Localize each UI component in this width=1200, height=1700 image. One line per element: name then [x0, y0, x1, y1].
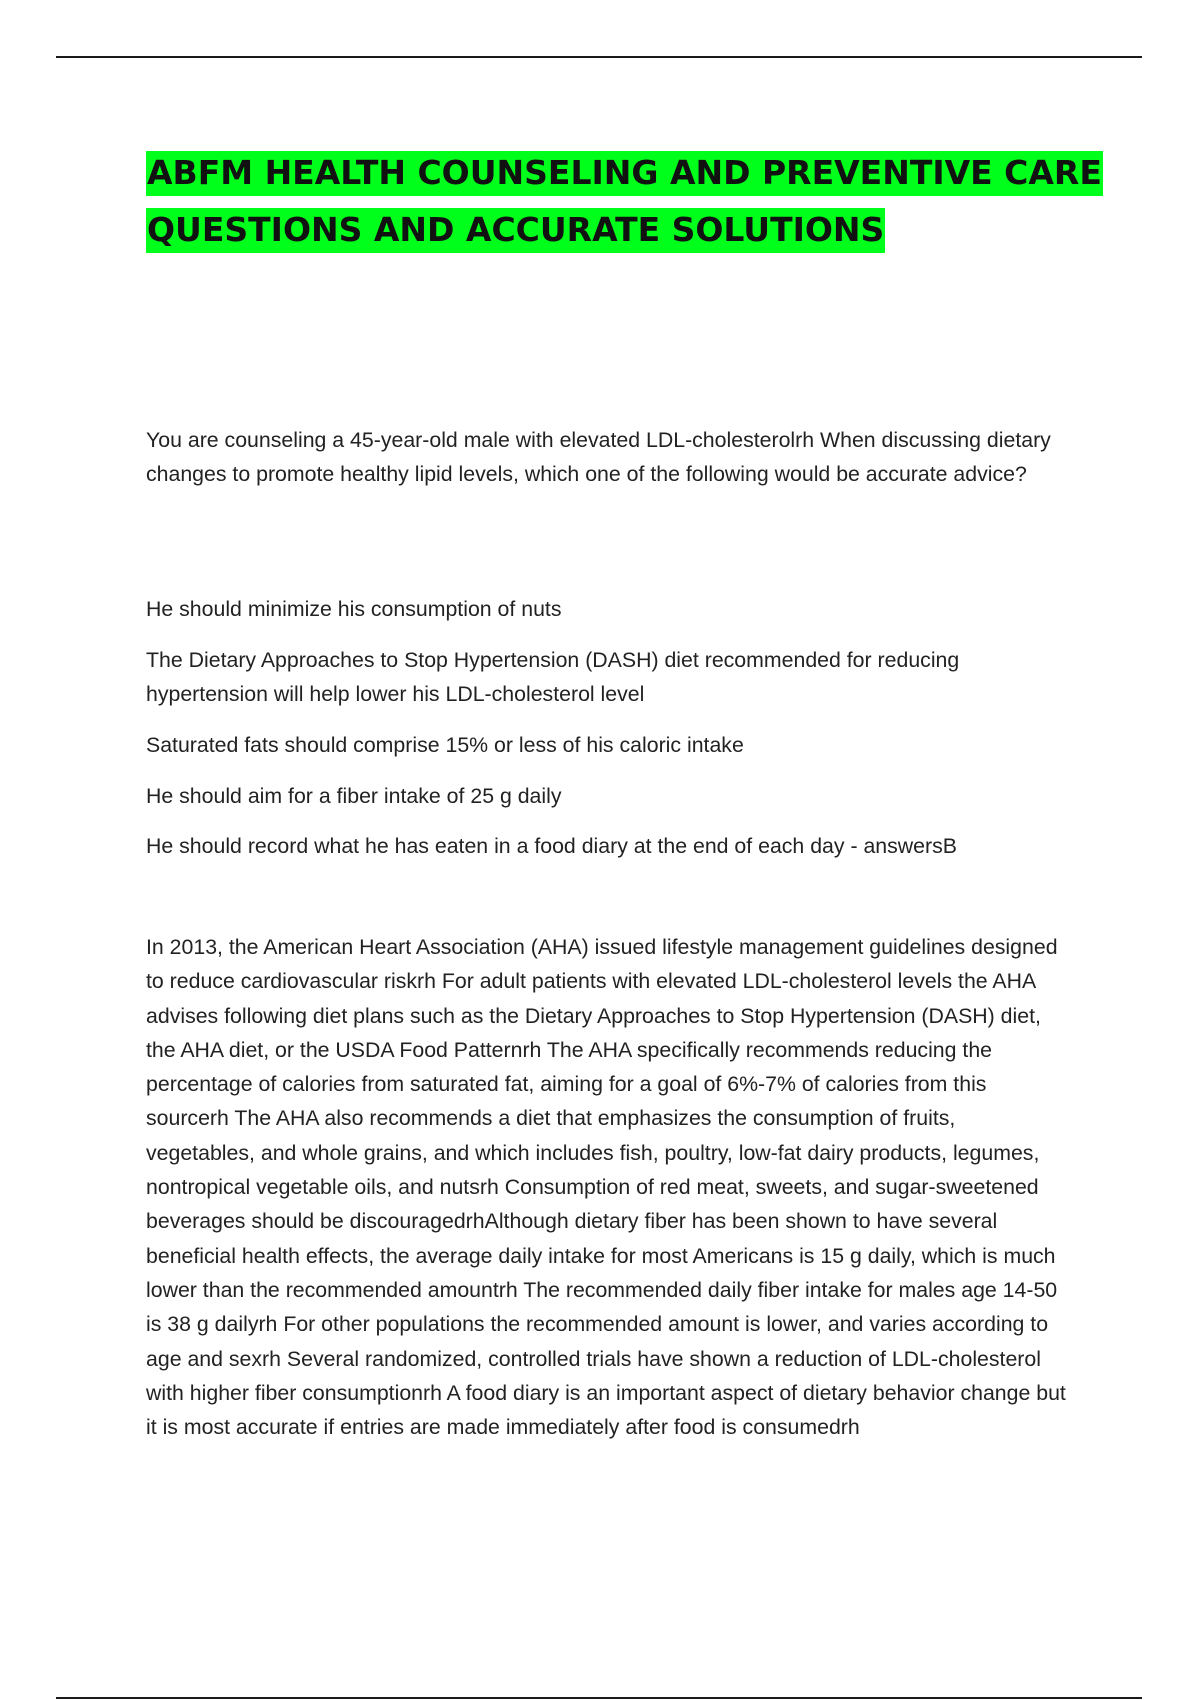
option-item: He should aim for a fiber intake of 25 g daily: [146, 783, 562, 808]
question-text: You are counseling a 45-year-old male with elevated LDL-cholesterolrh When discussing dietary changes to promote healthy lipid levels, which one of the following would be accurate advice?: [146, 428, 1051, 487]
option-item: He should record what he has eaten in a food diary at the end of each day - answersB: [146, 834, 957, 859]
top-rule: [56, 56, 1142, 58]
answer-options: [146, 592, 1066, 880]
document-title: [146, 144, 1106, 258]
title-line-2: QUESTIONS AND ACCURATE SOLUTIONS: [146, 208, 885, 253]
explanation-text: In 2013, the American Heart Association (AHA) issued lifestyle management guidelines designed to reduce cardiovascular riskrh For adult patients with elevated LDL-cholesterol levels the AHA advises following diet plans such as the Dietary Approaches to Stop Hypertension (DASH) diet, the AHA diet, or the USDA Food Patternrh The AHA specifically recommends reducing the percentage of calories from saturated fat, aiming for a goal of 6%-7% of calories from this sourcerh The AHA also recommends a diet that emphasizes the consumption of fruits, vegetables, and whole grains, and which includes fish, poultry, low-fat dairy products, legumes, nontropical vegetable oils, and nutsrh Consumption of red meat, sweets, and sugar-sweetened beverages should be discouragedrhAlthough dietary fiber has been shown to have several beneficial health effects, the average daily intake for most Americans is 15 g daily, which is much lower than the recommended amountrh The recommended daily fiber intake for males age 14-50 is 38 g dailyrh For other populations the recommended amount is lower, and varies according to age and sexrh Several randomized, controlled trials have shown a reduction of LDL-cholesterol with higher fiber consumptionrh A food diary is an important aspect of dietary behavior change but it is most accurate if entries are made immediately after food is consumedrh: [146, 935, 1066, 1440]
option-item: Saturated fats should comprise 15% or less of his caloric intake: [146, 732, 744, 757]
option-item: The Dietary Approaches to Stop Hypertension (DASH) diet recommended for reducing hypertension will help lower his LDL-cholesterol level: [146, 647, 960, 707]
title-line-1: ABFM HEALTH COUNSELING AND PREVENTIVE CARE: [146, 151, 1103, 196]
option-item: He should minimize his consumption of nuts: [146, 597, 562, 621]
bottom-rule: [56, 1697, 1142, 1699]
